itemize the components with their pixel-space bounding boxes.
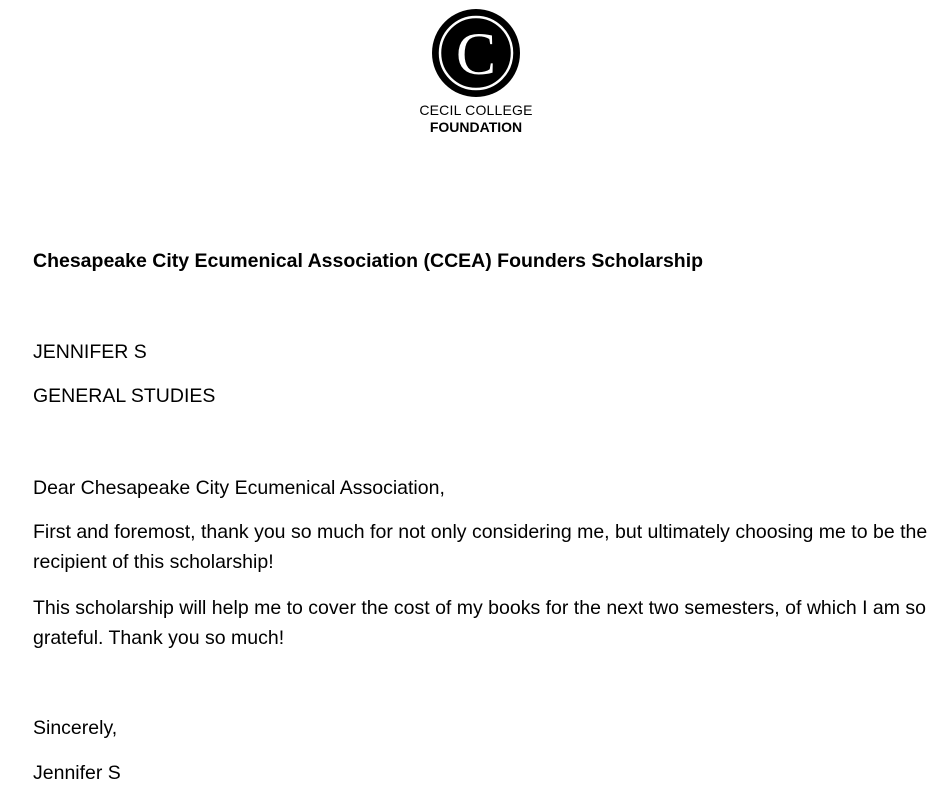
cecil-college-foundation-logo (416, 8, 536, 136)
logo-line-cecil-college: CECIL COLLEGE (419, 102, 533, 118)
salutation: Dear Chesapeake City Ecumenical Association, (33, 477, 445, 499)
logo-line-foundation: FOUNDATION (429, 119, 523, 135)
cecil-c-logo-icon (431, 8, 521, 98)
program-name: GENERAL STUDIES (33, 385, 216, 407)
recipient-name: JENNIFER S (33, 341, 147, 363)
logo-letter: C (455, 21, 497, 87)
paragraph-thanks: First and foremost, thank you so much for not only considering me, but ultimately choosing me to be the recipient of this scholarship! (33, 521, 928, 573)
paragraph-books: This scholarship will help me to cover the cost of my books for the next two semesters, of which I am so grateful. Thank you so much! (33, 597, 927, 649)
scholarship-title: Chesapeake City Ecumenical Association (CCEA) Founders Scholarship (33, 250, 704, 272)
signature: Jennifer S (33, 762, 121, 784)
closing: Sincerely, (33, 717, 118, 739)
